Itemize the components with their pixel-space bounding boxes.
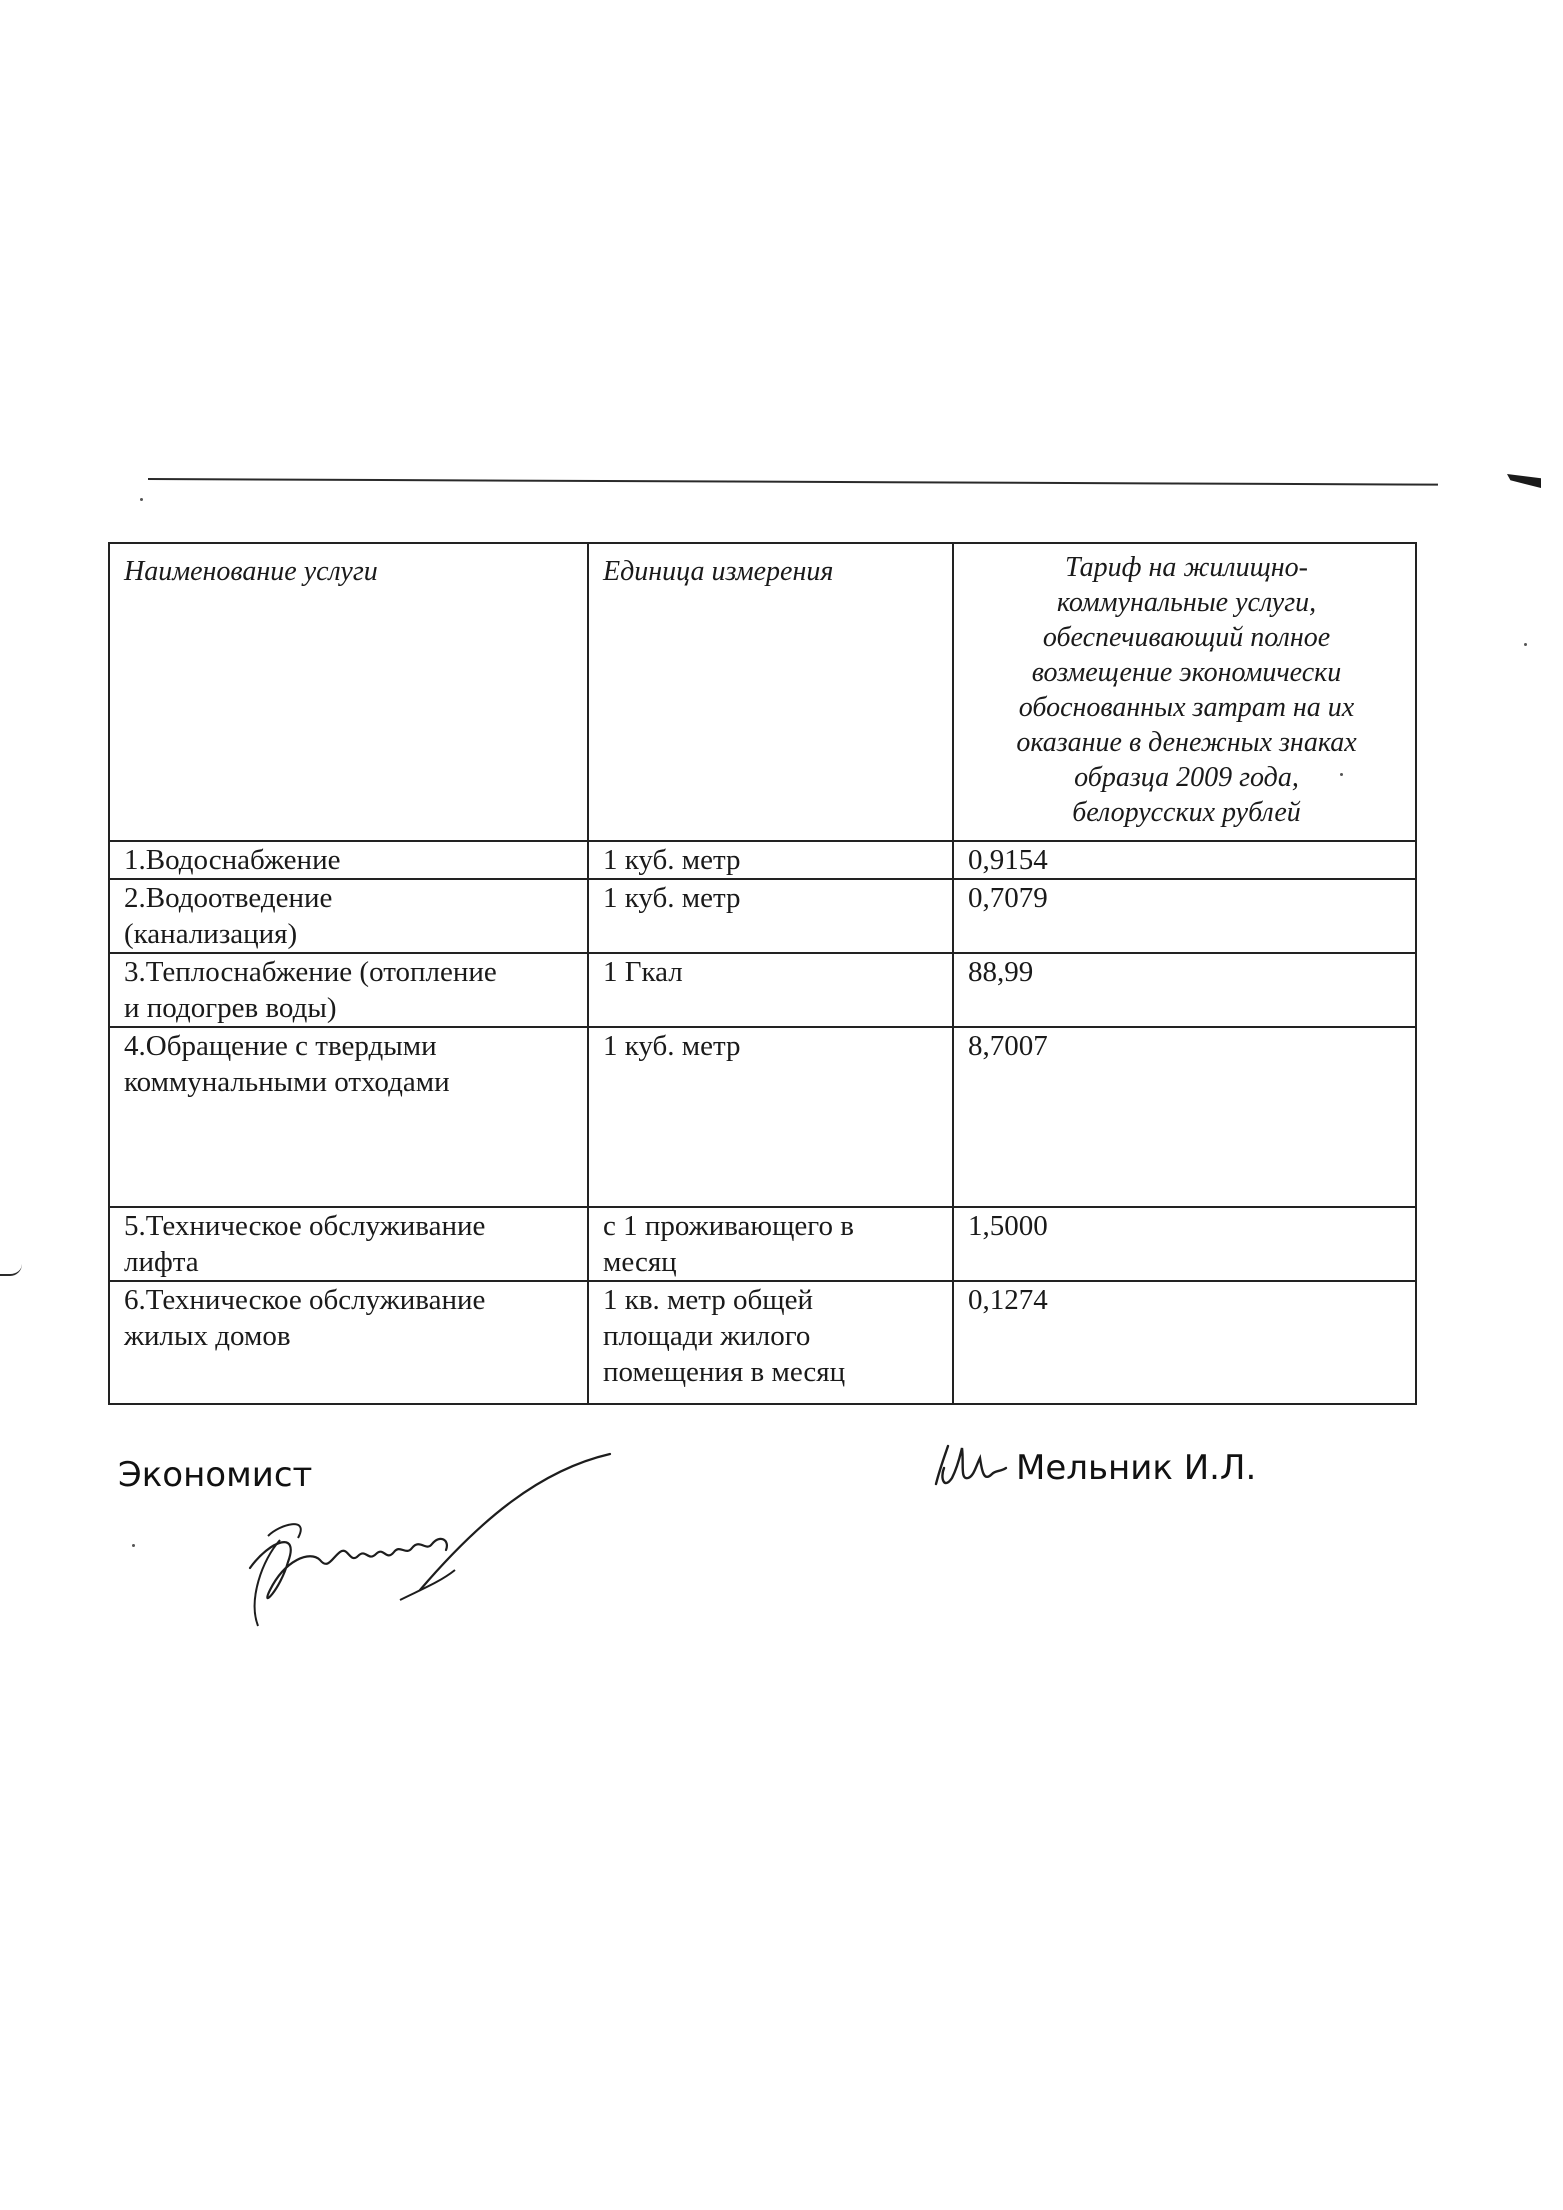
service-cell [109, 879, 588, 953]
scan-speck [132, 1544, 135, 1547]
unit-line: 1 кв. метр общей [603, 1284, 814, 1316]
unit-cell [588, 1207, 953, 1281]
unit-line: площади жилого [603, 1320, 811, 1352]
unit-line: с 1 проживающего в [603, 1210, 854, 1242]
service-cell [109, 1207, 588, 1281]
tariff-cell: 0,9154 [953, 841, 1416, 879]
header-tariff-line: обеспечивающий полное [1042, 622, 1331, 653]
unit-cell [588, 953, 953, 1027]
service-cell [109, 1281, 588, 1404]
table-row [109, 879, 1416, 953]
header-tariff-line: оказание в денежных знаках [1016, 727, 1357, 758]
unit-line: месяц [603, 1246, 677, 1278]
unit-cell [588, 879, 953, 953]
service-line: 2.Водоотведение [124, 882, 333, 914]
tariff-cell: 1,5000 [953, 1207, 1416, 1281]
service-cell [109, 841, 588, 879]
economist-signature [240, 1440, 630, 1650]
service-line: жилых домов [124, 1320, 291, 1352]
header-unit: Единица измерения [588, 543, 953, 841]
header-tariff-line: Тариф на жилищно- [1065, 552, 1308, 583]
unit-cell [588, 1027, 953, 1207]
unit-line: 1 куб. метр [603, 1030, 741, 1062]
service-line: (канализация) [124, 918, 298, 950]
service-line: лифта [124, 1246, 199, 1278]
service-line: 5.Техническое обслуживание [124, 1210, 486, 1242]
header-tariff-line: обоснованных затрат на их [1018, 692, 1355, 723]
scan-edge-mark [0, 1262, 22, 1276]
table-row [109, 953, 1416, 1027]
scan-corner-mark [1507, 474, 1541, 488]
service-line: и подогрев воды) [124, 992, 337, 1024]
service-line: коммунальными отходами [124, 1066, 450, 1098]
economist-label: Экономист [118, 1455, 313, 1495]
service-line: 6.Техническое обслуживание [124, 1284, 486, 1316]
service-line: 4.Обращение с твердыми [124, 1030, 437, 1062]
service-cell [109, 953, 588, 1027]
tariff-cell: 0,7079 [953, 879, 1416, 953]
unit-line: 1 куб. метр [603, 844, 741, 876]
tariff-table [108, 542, 1417, 1405]
scan-speck [140, 498, 143, 501]
scan-speck [1524, 643, 1527, 646]
service-line: 1.Водоснабжение [124, 844, 341, 876]
unit-line: помещения в месяц [603, 1356, 846, 1388]
tariff-cell: 88,99 [953, 953, 1416, 1027]
table-row [109, 1027, 1416, 1207]
header-tariff-line: белорусских рублей [1072, 797, 1301, 828]
header-tariff-line: возмещение экономически [1031, 657, 1342, 688]
tariff-cell: 8,7007 [953, 1027, 1416, 1207]
header-tariff [953, 543, 1416, 841]
header-tariff-line: коммунальные услуги, [1056, 587, 1317, 618]
top-rule [148, 478, 1438, 486]
service-cell [109, 1027, 588, 1207]
unit-line: 1 Гкал [603, 956, 683, 988]
melnik-signature [930, 1438, 1030, 1498]
tariff-cell: 0,1274 [953, 1281, 1416, 1404]
header-tariff-line: образца 2009 года, [1074, 762, 1299, 793]
service-line: 3.Теплоснабжение (отопление [124, 956, 497, 988]
unit-cell [588, 1281, 953, 1404]
table-row [109, 841, 1416, 879]
table-header-row [109, 543, 1416, 841]
table-row [109, 1207, 1416, 1281]
table-row [109, 1281, 1416, 1404]
unit-cell [588, 841, 953, 879]
header-service: Наименование услуги [109, 543, 588, 841]
unit-line: 1 куб. метр [603, 882, 741, 914]
melnik-name: Мельник И.Л. [1016, 1448, 1257, 1488]
